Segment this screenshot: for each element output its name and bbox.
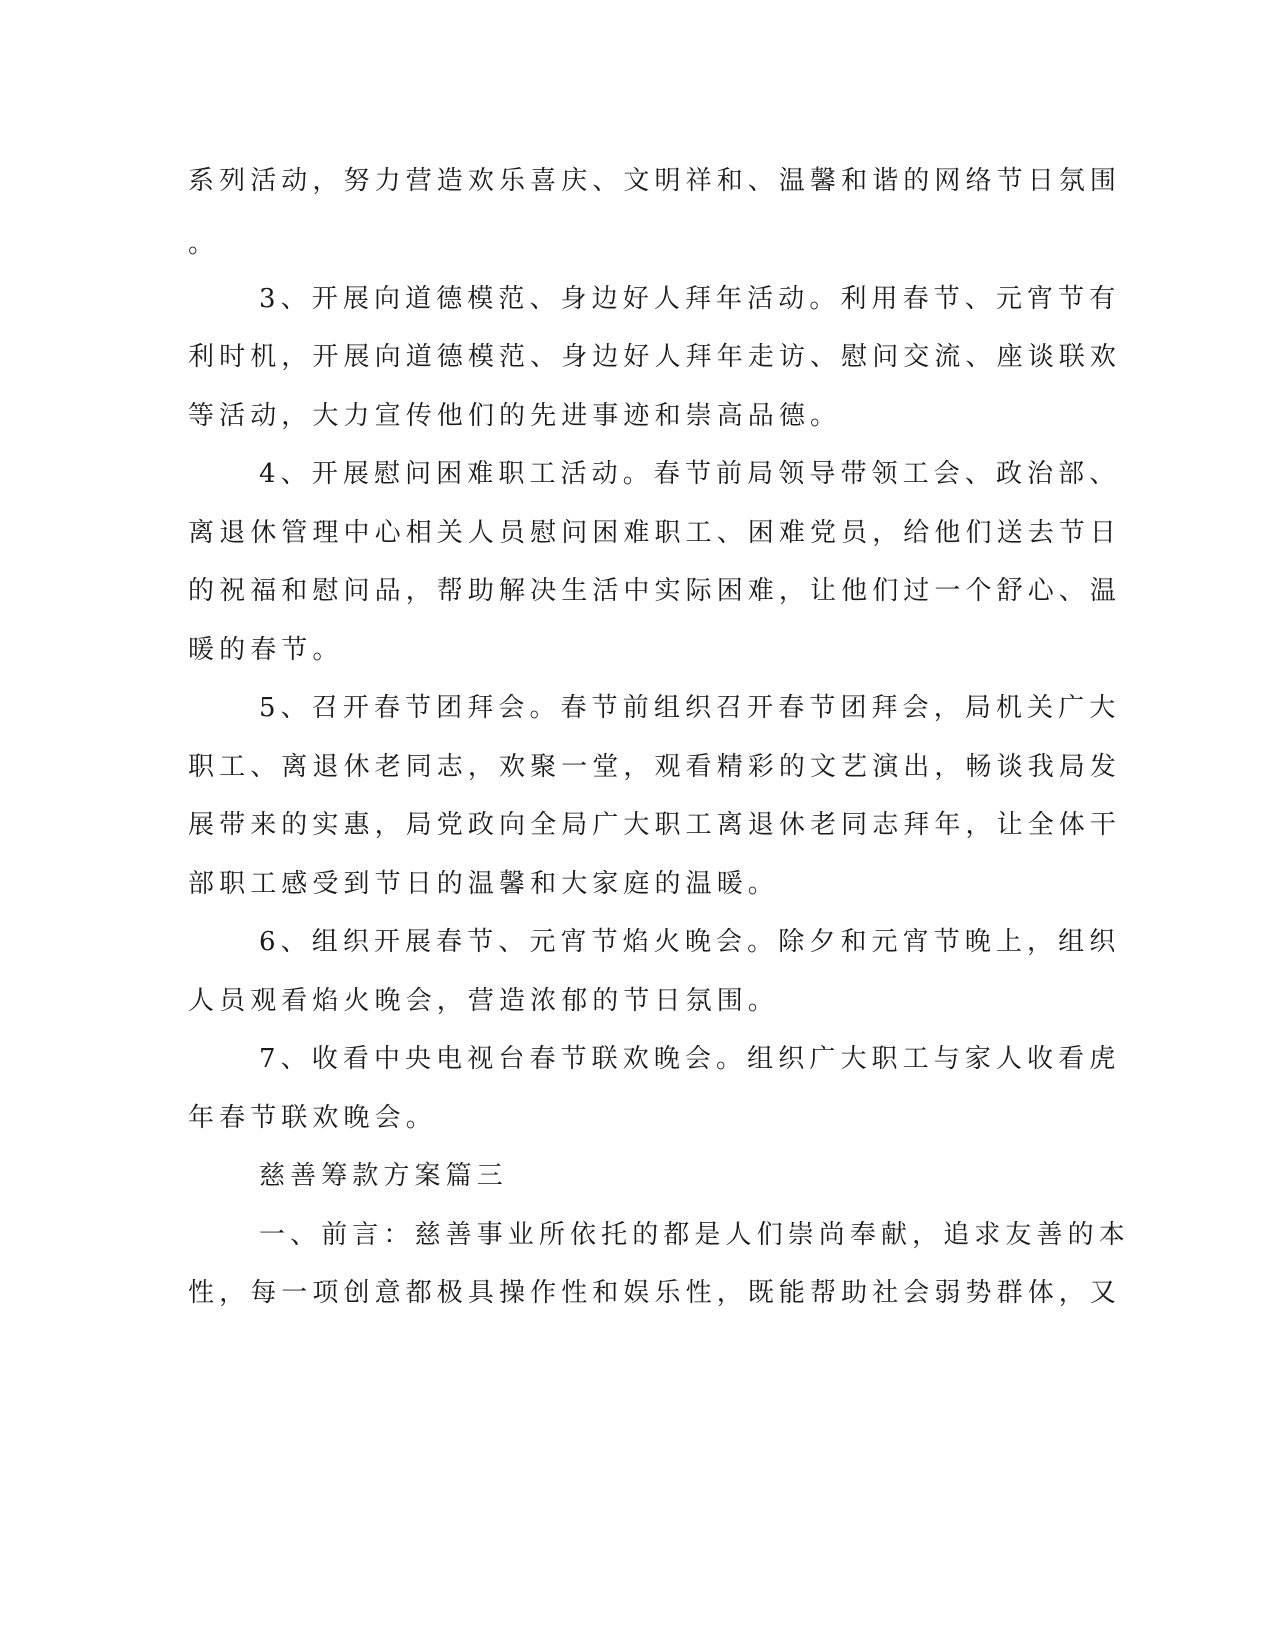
paragraph-item-5: 5、召开春节团拜会。春节前组织召开春节团拜会，局机关广大: [259, 693, 1121, 723]
text-line: 职工、离退休老同志，欢聚一堂，观看精彩的文艺演出，畅谈我局发: [188, 752, 1122, 782]
section-heading: 慈善筹款方案篇三: [259, 1161, 508, 1191]
text-line: 性，每一项创意都极具操作性和娱乐性，既能帮助社会弱势群体，又: [188, 1278, 1122, 1308]
paragraph-intro: 一、前言：慈善事业所依托的都是人们崇尚奉献，追求友善的本: [259, 1220, 1130, 1250]
text-line: 的祝福和慰问品，帮助解决生活中实际困难，让他们过一个舒心、温: [188, 576, 1122, 606]
text-line: 。: [188, 229, 220, 259]
text-line: 离退休管理中心相关人员慰问困难职工、困难党员，给他们送去节日: [188, 518, 1122, 548]
paragraph-item-4: 4、开展慰问困难职工活动。春节前局领导带领工会、政治部、: [259, 459, 1121, 489]
text-line: 年春节联欢晚会。: [188, 1103, 437, 1133]
text-line: 等活动，大力宣传他们的先进事迹和崇高品德。: [188, 401, 842, 431]
text-line: 展带来的实惠，局党政向全局广大职工离退休老同志拜年，让全体干: [188, 810, 1122, 840]
paragraph-item-7: 7、收看中央电视台春节联欢晚会。组织广大职工与家人收看虎: [259, 1044, 1121, 1074]
text-line: 部职工感受到节日的温馨和大家庭的温暖。: [188, 869, 779, 899]
text-line: 系列活动，努力营造欢乐喜庆、文明祥和、温馨和谐的网络节日氛围: [188, 166, 1122, 196]
text-line: 人员观看焰火晚会，营造浓郁的节日氛围。: [188, 986, 779, 1016]
paragraph-item-3: 3、开展向道德模范、身边好人拜年活动。利用春节、元宵节有: [259, 284, 1121, 314]
text-line: 利时机，开展向道德模范、身边好人拜年走访、慰问交流、座谈联欢: [188, 342, 1122, 372]
text-line: 暖的春节。: [188, 635, 344, 665]
paragraph-item-6: 6、组织开展春节、元宵节焰火晚会。除夕和元宵节晚上，组织: [259, 927, 1121, 957]
